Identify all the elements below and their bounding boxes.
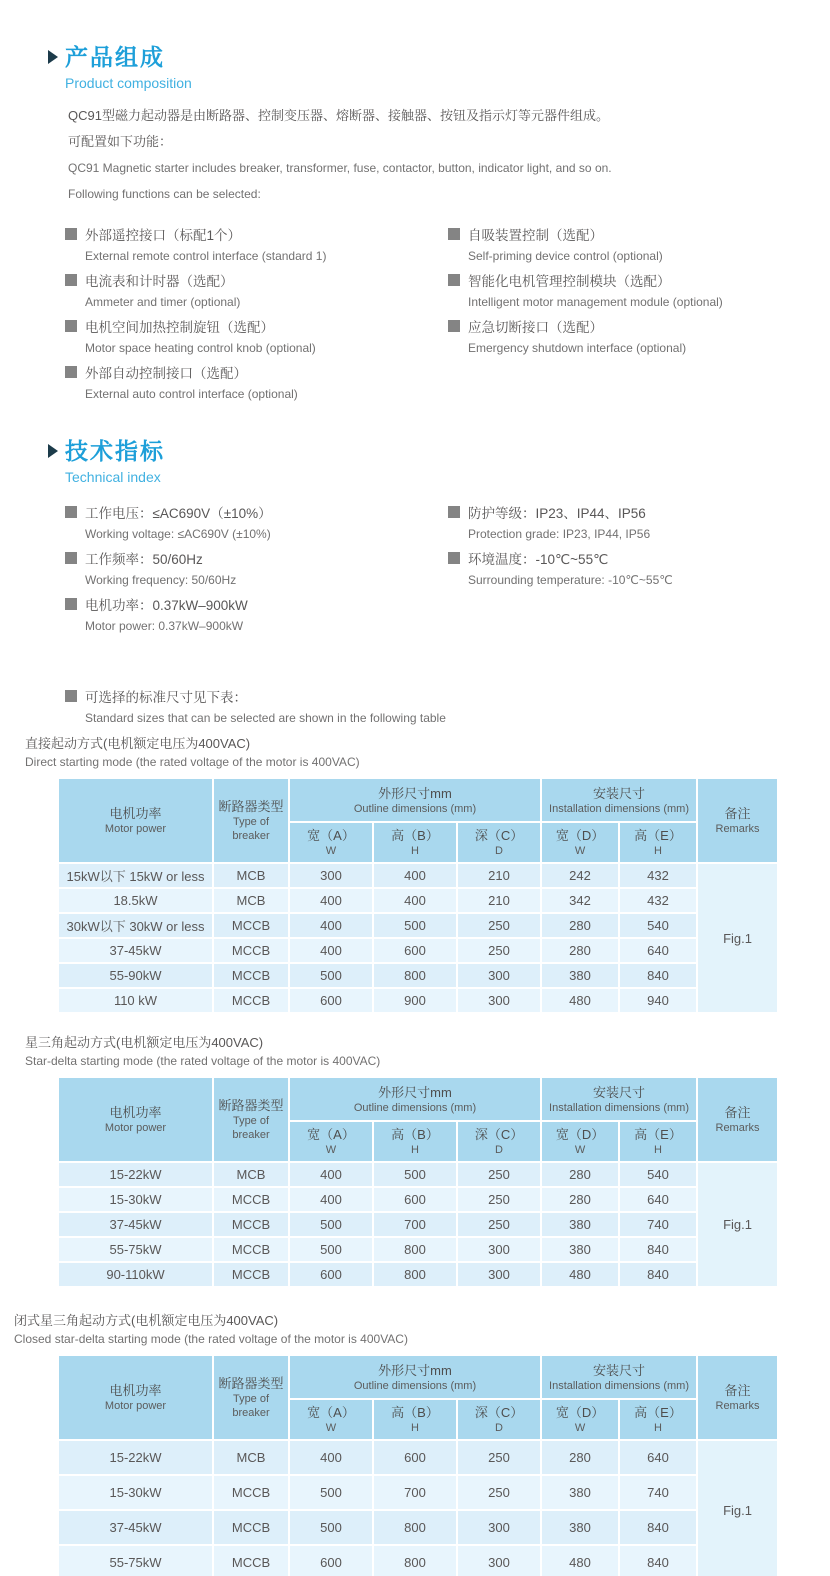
bullet-square-icon: [448, 274, 460, 286]
feature-label-zh: 智能化电机管理控制模块（选配）: [468, 273, 671, 289]
table-cell: 18.5kW: [58, 888, 213, 913]
feature-label-zh: 外部遥控接口（标配1个）: [85, 227, 242, 243]
table-cell: 400: [373, 863, 457, 888]
table-head: [58, 778, 778, 863]
table-cell: 37-45kW: [58, 938, 213, 963]
feature-label-en: Intelligent motor management module (optional): [468, 295, 723, 310]
table-cell: MCCB: [213, 1212, 289, 1237]
table-cell: 700: [373, 1475, 457, 1510]
table-direct-starting: [57, 777, 779, 1014]
table-cell: 250: [457, 1187, 541, 1212]
table-cell: 500: [373, 913, 457, 938]
table-cell: 15-30kW: [58, 1187, 213, 1212]
spec-label-en: Working voltage: ≤AC690V (±10%): [85, 527, 271, 542]
table-cell: 250: [457, 1440, 541, 1475]
table-body: [58, 1440, 778, 1576]
header-width-d: 宽（D） W: [541, 1399, 619, 1440]
table-cell: 380: [541, 963, 619, 988]
table-cell: MCCB: [213, 1262, 289, 1287]
table-cell: 800: [373, 1510, 457, 1545]
header-breaker-type: 断路器类型 Type of breaker: [213, 778, 289, 863]
feature-item: [448, 317, 830, 355]
table-cell: 600: [289, 1545, 373, 1576]
table-cell: 300: [457, 1510, 541, 1545]
spec-label-en: Protection grade: IP23, IP44, IP56: [468, 527, 651, 542]
table-cell: 500: [289, 1237, 373, 1262]
table-cell: 840: [619, 1237, 697, 1262]
table-closed-star-delta: [57, 1354, 779, 1576]
table-row: [58, 963, 778, 988]
feature-label-zh: 自吸装置控制（选配）: [468, 227, 603, 243]
standard-sizes-note: [65, 687, 830, 725]
header-height-b: 高（B） H: [373, 1399, 457, 1440]
table-cell: MCCB: [213, 1475, 289, 1510]
table-cell: 210: [457, 888, 541, 913]
spec-label-en: Surrounding temperature: -10℃~55℃: [468, 573, 673, 588]
intro-block: [68, 103, 830, 207]
spec-list: [65, 503, 830, 641]
table-cell: 900: [373, 988, 457, 1013]
table-cell: 432: [619, 863, 697, 888]
config-line-en: Following functions can be selected:: [68, 187, 261, 202]
header-height-b: 高（B） H: [373, 1121, 457, 1162]
table-cell: 280: [541, 1440, 619, 1475]
table-cell: 380: [541, 1212, 619, 1237]
feature-label-zh: 电机空间加热控制旋钮（选配）: [85, 319, 274, 335]
table-cell: 37-45kW: [58, 1212, 213, 1237]
table-row: [58, 1262, 778, 1287]
table-row: [58, 938, 778, 963]
table-remark-cell: Fig.1: [697, 1162, 778, 1287]
table-cell: 250: [457, 1162, 541, 1187]
table-cell: 500: [289, 1475, 373, 1510]
table-cell: 15-22kW: [58, 1440, 213, 1475]
table-cell: 300: [457, 1262, 541, 1287]
header-installation-dimensions: 安装尺寸 Installation dimensions (mm): [541, 1355, 697, 1399]
table-row: [58, 863, 778, 888]
table-cell: 15-22kW: [58, 1162, 213, 1187]
table-cell: 640: [619, 938, 697, 963]
table-cell: 740: [619, 1212, 697, 1237]
table-cell: 300: [289, 863, 373, 888]
feature-label-zh: 电流表和计时器（选配）: [85, 273, 234, 289]
table-cell: 400: [289, 888, 373, 913]
table-cell: MCCB: [213, 1237, 289, 1262]
table-cell: 280: [541, 1187, 619, 1212]
table-cell: 380: [541, 1475, 619, 1510]
bullet-square-icon: [65, 366, 77, 378]
table-cell: 30kW以下 30kW or less: [58, 913, 213, 938]
table-cell: 840: [619, 1262, 697, 1287]
config-line-zh: 可配置如下功能：: [68, 134, 173, 150]
header-remarks: 备注 Remarks: [697, 778, 778, 863]
section-title-en: Technical index: [65, 469, 161, 486]
table-row: [58, 1187, 778, 1212]
feature-item: [65, 317, 448, 355]
table-row: [58, 1162, 778, 1187]
intro-line-zh: QC91型磁力起动器是由断路器、控制变压器、熔断器、接触器、按钮及指示灯等元器件组成。: [68, 108, 609, 124]
table-cell: 740: [619, 1475, 697, 1510]
table-cell: 600: [373, 1187, 457, 1212]
spec-item: [448, 503, 830, 541]
table-cell: 242: [541, 863, 619, 888]
table-cell: 250: [457, 1475, 541, 1510]
table-cell: 380: [541, 1237, 619, 1262]
table-cell: 480: [541, 1262, 619, 1287]
table-cell: 55-75kW: [58, 1237, 213, 1262]
bullet-square-icon: [65, 320, 77, 332]
table-cell: 700: [373, 1212, 457, 1237]
table-caption-zh: 直接起动方式(电机额定电压为400VAC): [25, 736, 251, 752]
table-cell: MCCB: [213, 1545, 289, 1576]
feature-item: [65, 363, 448, 401]
table-cell: MCB: [213, 1440, 289, 1475]
table-row: [58, 1237, 778, 1262]
table-cell: 800: [373, 1545, 457, 1576]
header-breaker-type: 断路器类型 Type of breaker: [213, 1077, 289, 1162]
spec-column-left: [65, 503, 448, 641]
feature-label-en: Ammeter and timer (optional): [85, 295, 241, 310]
feature-column-right: [448, 225, 830, 409]
bullet-square-icon: [65, 552, 77, 564]
table-cell: MCCB: [213, 913, 289, 938]
dimension-tables-section: [0, 735, 830, 1576]
table-body: [58, 863, 778, 1013]
bullet-square-icon: [448, 552, 460, 564]
intro-line-en: QC91 Magnetic starter includes breaker, transformer, fuse, contactor, button, indicator light, and so on.: [68, 161, 612, 176]
table-row: [58, 1545, 778, 1576]
table-row: [58, 888, 778, 913]
table-row: [58, 1212, 778, 1237]
spec-item: [65, 549, 448, 587]
header-installation-dimensions: 安装尺寸 Installation dimensions (mm): [541, 778, 697, 822]
bullet-square-icon: [65, 690, 77, 702]
header-width-d: 宽（D） W: [541, 822, 619, 863]
table-cell: 640: [619, 1440, 697, 1475]
table-head: [58, 1077, 778, 1162]
feature-list: [65, 225, 830, 409]
feature-item: [448, 271, 830, 309]
feature-item: [65, 225, 448, 263]
note-label-zh: 可选择的标准尺寸见下表：: [85, 689, 247, 705]
table-cell: MCCB: [213, 938, 289, 963]
triangle-marker-icon: [48, 50, 58, 64]
table-remark-cell: Fig.1: [697, 1440, 778, 1576]
table-cell: 280: [541, 938, 619, 963]
table-cell: 540: [619, 913, 697, 938]
feature-label-en: Self-priming device control (optional): [468, 249, 663, 264]
header-remarks: 备注 Remarks: [697, 1077, 778, 1162]
table-cell: 500: [373, 1162, 457, 1187]
table-cell: MCB: [213, 888, 289, 913]
section-technical-index: [0, 439, 830, 725]
spec-label-zh: 工作电压：≤AC690V（±10%）: [85, 505, 272, 521]
table-cell: 110 kW: [58, 988, 213, 1013]
section-heading: [48, 439, 830, 463]
bullet-square-icon: [65, 274, 77, 286]
triangle-marker-icon: [48, 444, 58, 458]
header-motor-power: 电机功率 Motor power: [58, 778, 213, 863]
spec-label-zh: 防护等级：IP23、IP44、IP56: [468, 505, 646, 521]
table-row: [58, 1440, 778, 1475]
header-width-a: 宽（A） W: [289, 822, 373, 863]
table-cell: MCCB: [213, 1187, 289, 1212]
bullet-square-icon: [65, 228, 77, 240]
header-height-b: 高（B） H: [373, 822, 457, 863]
table-cell: 600: [289, 988, 373, 1013]
table-cell: 500: [289, 1212, 373, 1237]
table-head: [58, 1355, 778, 1440]
table-cell: 90-110kW: [58, 1262, 213, 1287]
section-title-zh: 技术指标: [65, 438, 165, 465]
header-motor-power: 电机功率 Motor power: [58, 1077, 213, 1162]
table-caption-en: Star-delta starting mode (the rated voltage of the motor is 400VAC): [25, 1054, 381, 1069]
header-width-d: 宽（D） W: [541, 1121, 619, 1162]
feature-label-en: Emergency shutdown interface (optional): [468, 341, 687, 356]
table-cell: 250: [457, 938, 541, 963]
table-cell: 15-30kW: [58, 1475, 213, 1510]
table-cell: 800: [373, 963, 457, 988]
header-depth-c: 深（C） D: [457, 822, 541, 863]
header-breaker-type: 断路器类型 Type of breaker: [213, 1355, 289, 1440]
table-cell: 400: [289, 1187, 373, 1212]
bullet-square-icon: [448, 228, 460, 240]
table-cell: 432: [619, 888, 697, 913]
header-height-e: 高（E） H: [619, 822, 697, 863]
table-cell: 300: [457, 963, 541, 988]
header-installation-dimensions: 安装尺寸 Installation dimensions (mm): [541, 1077, 697, 1121]
table-caption-en: Direct starting mode (the rated voltage of the motor is 400VAC): [25, 755, 360, 770]
table-cell: 640: [619, 1187, 697, 1212]
table-caption-zh: 星三角起动方式(电机额定电压为400VAC): [25, 1035, 264, 1051]
feature-item: [65, 271, 448, 309]
table-cell: 210: [457, 863, 541, 888]
table-cell: 55-90kW: [58, 963, 213, 988]
spec-item: [448, 549, 830, 587]
table-cell: 400: [289, 938, 373, 963]
header-height-e: 高（E） H: [619, 1399, 697, 1440]
table-cell: 840: [619, 963, 697, 988]
table-cell: MCB: [213, 1162, 289, 1187]
table-remark-cell: Fig.1: [697, 863, 778, 1013]
spec-item: [65, 503, 448, 541]
spec-label-en: Motor power: 0.37kW–900kW: [85, 619, 244, 634]
table-cell: 342: [541, 888, 619, 913]
header-remarks: 备注 Remarks: [697, 1355, 778, 1440]
bullet-square-icon: [448, 506, 460, 518]
table-cell: 15kW以下 15kW or less: [58, 863, 213, 888]
feature-item: [448, 225, 830, 263]
header-motor-power: 电机功率 Motor power: [58, 1355, 213, 1440]
table-cell: MCCB: [213, 963, 289, 988]
table-cell: 300: [457, 988, 541, 1013]
table-cell: MCCB: [213, 988, 289, 1013]
bullet-square-icon: [448, 320, 460, 332]
spec-label-zh: 电机功率：0.37kW–900kW: [85, 597, 248, 613]
feature-label-en: External auto control interface (optional): [85, 387, 298, 402]
table-cell: 600: [373, 938, 457, 963]
table-body: [58, 1162, 778, 1287]
table-cell: 37-45kW: [58, 1510, 213, 1545]
feature-label-en: External remote control interface (standard 1): [85, 249, 327, 264]
table-cell: 55-75kW: [58, 1545, 213, 1576]
table-cell: 400: [373, 888, 457, 913]
header-width-a: 宽（A） W: [289, 1121, 373, 1162]
feature-label-zh: 外部自动控制接口（选配）: [85, 365, 247, 381]
header-depth-c: 深（C） D: [457, 1399, 541, 1440]
table-cell: 840: [619, 1545, 697, 1576]
feature-label-zh: 应急切断接口（选配）: [468, 319, 603, 335]
section-heading: [48, 45, 830, 69]
header-depth-c: 深（C） D: [457, 1121, 541, 1162]
table-cell: 940: [619, 988, 697, 1013]
table-row: [58, 1475, 778, 1510]
section-title-en: Product composition: [65, 75, 192, 92]
table-cell: 300: [457, 1237, 541, 1262]
table-cell: 800: [373, 1237, 457, 1262]
section-product-composition: [0, 45, 830, 409]
spec-item: [65, 595, 448, 633]
section-title-zh: 产品组成: [65, 44, 165, 70]
spec-column-right: [448, 503, 830, 641]
table-row: [58, 1510, 778, 1545]
table-cell: 540: [619, 1162, 697, 1187]
note-label-en: Standard sizes that can be selected are shown in the following table: [85, 711, 446, 726]
feature-label-en: Motor space heating control knob (optional): [85, 341, 316, 356]
table-cell: 380: [541, 1510, 619, 1545]
spec-label-en: Working frequency: 50/60Hz: [85, 573, 237, 588]
table-row: [58, 988, 778, 1013]
table-cell: 400: [289, 913, 373, 938]
table-cell: 250: [457, 1212, 541, 1237]
feature-column-left: [65, 225, 448, 409]
header-width-a: 宽（A） W: [289, 1399, 373, 1440]
bullet-square-icon: [65, 598, 77, 610]
table-row: [58, 913, 778, 938]
table-cell: 480: [541, 1545, 619, 1576]
spec-label-zh: 工作频率：50/60Hz: [85, 551, 203, 567]
table-cell: 500: [289, 1510, 373, 1545]
table-caption-zh: 闭式星三角起动方式(电机额定电压为400VAC): [14, 1313, 279, 1329]
header-height-e: 高（E） H: [619, 1121, 697, 1162]
table-cell: 840: [619, 1510, 697, 1545]
table-cell: MCCB: [213, 1510, 289, 1545]
table-cell: 300: [457, 1545, 541, 1576]
table-cell: 800: [373, 1262, 457, 1287]
table-cell: 600: [289, 1262, 373, 1287]
header-outline-dimensions: 外形尺寸mm Outline dimensions (mm): [289, 1355, 541, 1399]
table-star-delta: [57, 1076, 779, 1288]
bullet-square-icon: [65, 506, 77, 518]
table-cell: 500: [289, 963, 373, 988]
spec-label-zh: 环境温度：-10℃~55℃: [468, 551, 609, 567]
header-outline-dimensions: 外形尺寸mm Outline dimensions (mm): [289, 1077, 541, 1121]
table-cell: 250: [457, 913, 541, 938]
table-cell: 600: [373, 1440, 457, 1475]
table-caption-en: Closed star-delta starting mode (the rated voltage of the motor is 400VAC): [14, 1332, 408, 1347]
table-cell: 280: [541, 1162, 619, 1187]
table-cell: 480: [541, 988, 619, 1013]
header-outline-dimensions: 外形尺寸mm Outline dimensions (mm): [289, 778, 541, 822]
table-cell: 400: [289, 1162, 373, 1187]
table-cell: 400: [289, 1440, 373, 1475]
table-cell: MCB: [213, 863, 289, 888]
table-cell: 280: [541, 913, 619, 938]
